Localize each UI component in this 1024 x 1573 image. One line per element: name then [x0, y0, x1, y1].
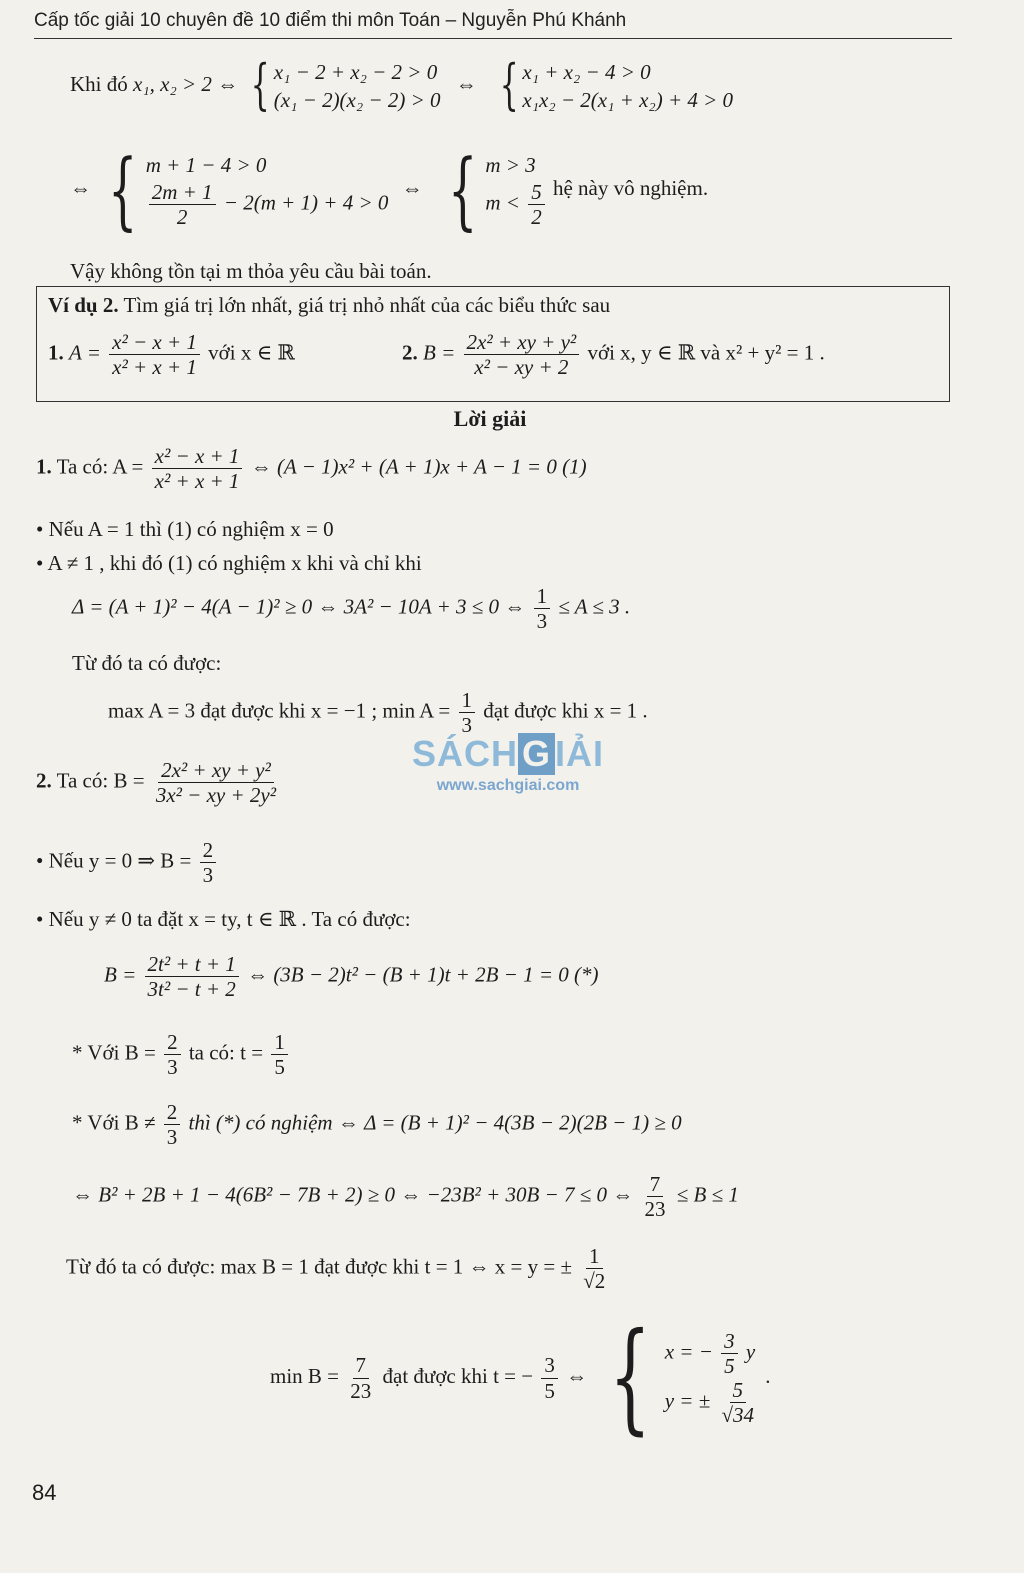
fraction: $\frac{7}{23}$ [644, 1172, 666, 1222]
case-b-equals: * Với B = $\frac{2}{3}$ ta có: t = $\frac{1}{5}$ [72, 1030, 291, 1079]
equiv-symbol: ⇔ [455, 72, 477, 97]
system-4: { m > 3 m < $\frac{5}{2}$ [436, 148, 548, 232]
no-solution-text: hệ này vô nghiệm. [552, 175, 709, 200]
system-3: { m + 1 − 4 > 0 $\frac{2m + 1}{2}$ − 2(m + 1) + 4 > 0 [108, 141, 389, 239]
bullet-a-equals-1: • Nếu A = 1 thì (1) có nghiệm x = 0 [36, 517, 334, 541]
fraction: $\frac{\text{2x² + xy + y²}}{\text{x² − xy + 2}}$ [464, 330, 580, 379]
case-b-not-equals: * Với B ≠ $\frac{2}{3}$ thì (*) có nghiệm ⇔ Δ = (B + 1)² − 4(3B − 2)(2B − 1) ≥ 0 [72, 1100, 682, 1150]
fraction: $\frac{7}{23}$ [350, 1353, 372, 1403]
system-2-row-2: x₁x₂ − 2(x₁ + x₂) + 4 > 0 [522, 88, 734, 113]
system-1: { x₁ − 2 + x₂ − 2 > 0 (x₁ − 2)(x₂ − 2) > 0 [251, 53, 441, 116]
bullet-a-not-1: • A ≠ 1 , khi đó (1) có nghiệm x khi và chỉ khi [36, 551, 422, 575]
condition-line [70, 53, 734, 116]
watermark-url: www.sachgiai.com [436, 777, 580, 794]
watermark-logo: SÁCH G IẢI www.sachgiai.com [412, 733, 605, 794]
fraction: $\frac{3}{5}$ [541, 1353, 558, 1402]
bullet-y-zero: • Nếu y = 0 ⇒ B = $\frac{2}{3}$ [36, 838, 219, 887]
fraction: $\frac{\text{x² − x + 1}}{\text{x² + x + 1}}$ [109, 330, 200, 379]
fraction: $\frac{2m + 1}{2}$ [149, 180, 216, 229]
fraction: $\frac{5}{√34}$ [721, 1378, 755, 1428]
fraction: $\frac{2}{3}$ [200, 838, 217, 887]
equiv-symbol: ⇔ [70, 175, 91, 200]
fraction: $\frac{\text{x² − x + 1}}{\text{x² + x + 1}}$ [152, 444, 243, 493]
system-1-row-1: x₁ − 2 + x₂ − 2 > 0 [273, 60, 438, 84]
example-prompt [48, 292, 610, 318]
fraction: $\frac{2}{3}$ [164, 1100, 181, 1149]
system-3-row-2: − 2(m + 1) + 4 > 0 [223, 189, 389, 214]
solution-heading: Lời giải [453, 406, 527, 431]
example-part-2: 2. B = $\frac{\text{2x² + xy + y²}}{\text{x² − xy + 2}}$ với x, y ∈ ℝ và x² + y² = 1 . [402, 330, 825, 380]
fraction: $\frac{2}{3}$ [164, 1030, 181, 1079]
equation-b-line: B = $\frac{\text{2t² + t + 1}}{\text{3t² − t + 2}}$ ⇔ (3B − 2)t² − (B + 1)t + 2B − 1 = 0 (*) [104, 952, 599, 1002]
min-b-line: min B = $\frac{7}{23}$ đạt được khi t = − $\frac{3}{5}$ ⇔ { x = − $\frac{3}{5}$ y y = ± $\frac{5}{√34}$ . [270, 1308, 771, 1447]
fraction: $\frac{3}{5}$ [721, 1329, 738, 1378]
fraction: $\frac{1}{3}$ [534, 584, 551, 633]
fraction: $\frac{\text{2t² + t + 1}}{\text{3t² − t + 2}}$ [145, 952, 239, 1001]
page-number: 84 [32, 1480, 57, 1505]
fraction: $\frac{1}{5}$ [271, 1030, 288, 1079]
solution-1-line: 1. Ta có: A = $\frac{\text{x² − x + 1}}{\text{x² + x + 1}}$ ⇔ (A − 1)x² + (A + 1)x + A − 1 = 0 (1) [36, 444, 587, 494]
text-khi-do: Khi đó [70, 72, 128, 97]
example-question: Tìm giá trị lớn nhất, giá trị nhỏ nhất của các biểu thức sau [123, 293, 611, 317]
fraction: $\frac{1}{√2}$ [583, 1244, 606, 1294]
solution-2-line: 2. Ta có: B = $\frac{\text{2x² + xy + y²}}{\text{3x² − xy + 2y²}}$ [36, 758, 282, 807]
system-b: { x = − $\frac{3}{5}$ y y = ± $\frac{5}{√34}$ [609, 1308, 756, 1447]
system-4-row-1: m > 3 [485, 153, 536, 178]
system-3-row-1: m + 1 − 4 > 0 [145, 153, 267, 178]
inequality-line: ⇔ B² + 2B + 1 − 4(6B² − 7B + 2) ≥ 0 ⇔ −23B² + 30B − 7 ≤ 0 ⇔ $\frac{7}{23}$ ≤ B ≤ 1 [72, 1172, 739, 1222]
from-text-1: Từ đó ta có được: [72, 651, 222, 675]
max-min-a-line: max A = 3 đạt được khi x = −1 ; min A = $\frac{1}{3}$ đạt được khi x = 1 . [108, 688, 648, 738]
running-header: Cấp tốc giải 10 chuyên đề 10 điểm thi môn Toán – Nguyễn Phú Khánh [34, 10, 627, 31]
system-2: { x₁ + x₂ − 4 > 0 x₁x₂ − 2(x₁ + x₂) + 4 > 0 [499, 53, 734, 116]
m-system-line [70, 141, 709, 239]
delta-line-1: Δ = (A + 1)² − 4(A − 1)² ≥ 0 ⇔ 3A² − 10A + 3 ≤ 0 ⇔ $\frac{1}{3}$ ≤ A ≤ 3 . [72, 584, 631, 634]
fraction: $\frac{\text{2x² + xy + y²}}{\text{3x² − xy + 2y²}}$ [155, 758, 277, 808]
conclusion-text: Vậy không tồn tại m thỏa yêu cầu bài toán. [70, 259, 432, 283]
equiv-symbol: ⇔ [401, 175, 423, 200]
example-part-1: 1. A = $\frac{\text{x² − x + 1}}{\text{x² + x + 1}}$ với x ∈ ℝ [48, 330, 295, 380]
header-rule [34, 38, 952, 39]
system-2-row-1: x₁ + x₂ − 4 > 0 [522, 60, 651, 84]
bullet-y-nonzero: • Nếu y ≠ 0 ta đặt x = ty, t ∈ ℝ . Ta có được: [36, 907, 411, 931]
max-b-line: Từ đó ta có được: max B = 1 đạt được khi t = 1 ⇔ x = y = ± $\frac{1}{√2}$ [66, 1244, 611, 1293]
system-1-row-2: (x₁ − 2)(x₂ − 2) > 0 [273, 88, 441, 113]
fraction: $\frac{5}{2}$ [528, 180, 545, 229]
vars-x1-x2: x₁, x₂ > 2 ⇔ [133, 72, 239, 97]
example-label: Ví dụ 2. [48, 293, 119, 317]
fraction: $\frac{1}{3}$ [459, 688, 476, 737]
